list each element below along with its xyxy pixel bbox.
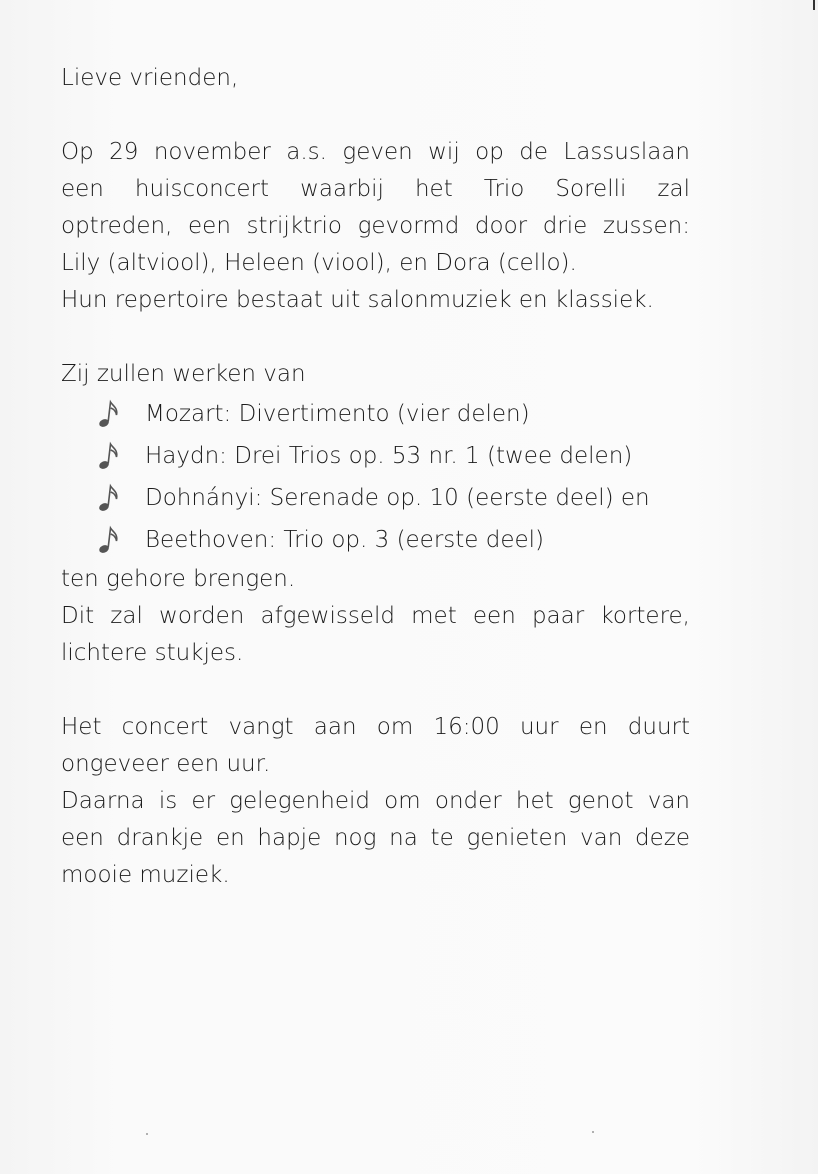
paragraph-gap [61, 319, 690, 356]
works-outro-line-3: lichtere stukjes. [61, 640, 244, 666]
work-title: Haydn: Drei Trios op. 53 nr. 1 (twee delen) [145, 442, 633, 469]
closing-line-1: Het concert vangt aan om 16:00 uur en duurt [61, 714, 690, 740]
works-list [61, 393, 690, 561]
works-list-item [61, 393, 690, 435]
works-list-item [61, 435, 690, 477]
works-outro-line-1: ten gehore brengen. [61, 566, 296, 592]
intro-line-4: Lily (altviool), Heleen (viool), en Dora (cello). [61, 250, 577, 276]
work-title: Dohnányi: Serenade op. 10 (eerste deel) en [145, 484, 650, 511]
paragraph-gap [61, 97, 690, 134]
music-note-icon [97, 399, 121, 429]
paragraph-gap [61, 672, 690, 709]
works-outro-paragraph [61, 561, 690, 672]
music-note-icon [97, 441, 121, 471]
intro-line-3: optreden, een strijktrio gevormd door drie zussen: [61, 213, 690, 239]
closing-line-5: mooie muziek. [61, 862, 230, 888]
scan-speck [592, 1131, 594, 1133]
works-intro: Zij zullen werken van [61, 361, 306, 387]
closing-line-4: een drankje en hapje nog na te genieten van deze [61, 825, 690, 851]
music-note-icon [97, 483, 121, 513]
scan-speck [146, 1133, 148, 1135]
closing-line-3: Daarna is er gelegenheid om onder het genot van [61, 788, 690, 814]
music-note-icon [97, 525, 121, 555]
intro-line-2: een huisconcert waarbij het Trio Sorelli zal [61, 176, 690, 202]
scan-edge-mark [813, 0, 815, 10]
letter-body [61, 60, 690, 894]
works-list-item [61, 519, 690, 561]
intro-line-5: Hun repertoire bestaat uit salonmuziek en klassiek. [61, 287, 654, 313]
closing-paragraph [61, 709, 690, 894]
works-list-item [61, 477, 690, 519]
works-outro-line-2: Dit zal worden afgewisseld met een paar kortere, [61, 603, 690, 629]
intro-paragraph [61, 134, 690, 319]
work-title: Mozart: Divertimento (vier delen) [145, 400, 530, 427]
intro-line-1: Op 29 november a.s. geven wij op de Lassuslaan [61, 139, 690, 165]
closing-line-2: ongeveer een uur. [61, 751, 271, 777]
work-title: Beethoven: Trio op. 3 (eerste deel) [145, 526, 545, 553]
salutation: Lieve vrienden, [61, 65, 239, 91]
